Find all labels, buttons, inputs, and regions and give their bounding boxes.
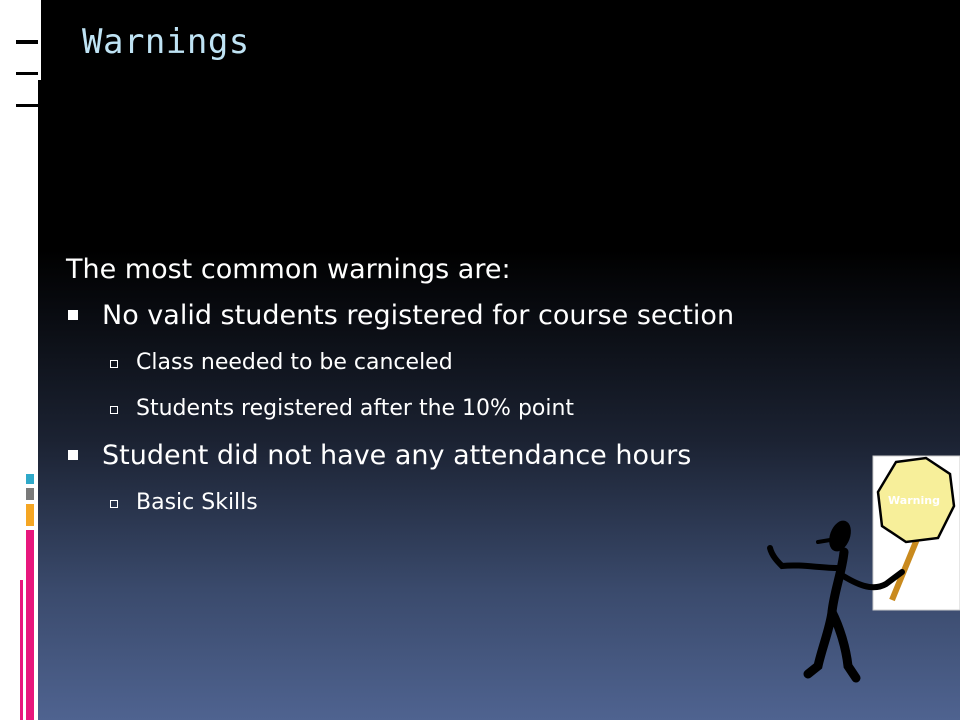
stripe-pink — [26, 530, 34, 720]
intro-text: The most common warnings are: — [66, 254, 511, 285]
square-bullet-icon — [68, 450, 78, 460]
sub-bullet-text: Students registered after the 10% point — [136, 396, 575, 421]
stripe-pink-thin — [20, 580, 23, 720]
slide-content — [66, 248, 866, 526]
stripe-teal — [26, 474, 34, 484]
stripe-gray — [26, 488, 34, 500]
stripe-orange — [26, 504, 34, 526]
sub-bullet-item — [66, 386, 866, 432]
sub-bullet-item — [66, 340, 866, 386]
hollow-square-bullet-icon — [110, 360, 118, 368]
square-bullet-icon — [68, 310, 78, 320]
sub-bullet-text: Basic Skills — [136, 490, 258, 515]
bullet-text: Student did not have any attendance hours — [102, 440, 692, 471]
sub-bullet-item — [66, 480, 866, 526]
bullet-item — [66, 292, 866, 340]
stick-figure-warning-sign-icon — [760, 452, 960, 692]
sign-text: Warning — [888, 494, 940, 507]
illustration — [760, 452, 960, 692]
sub-bullet-text: Class needed to be canceled — [136, 350, 453, 375]
bullet-item — [66, 432, 866, 480]
slide-title: Warnings — [82, 22, 250, 62]
hollow-square-bullet-icon — [110, 406, 118, 414]
hollow-square-bullet-icon — [110, 500, 118, 508]
decorative-bars — [16, 0, 46, 150]
bullet-text: No valid students registered for course section — [102, 300, 735, 331]
